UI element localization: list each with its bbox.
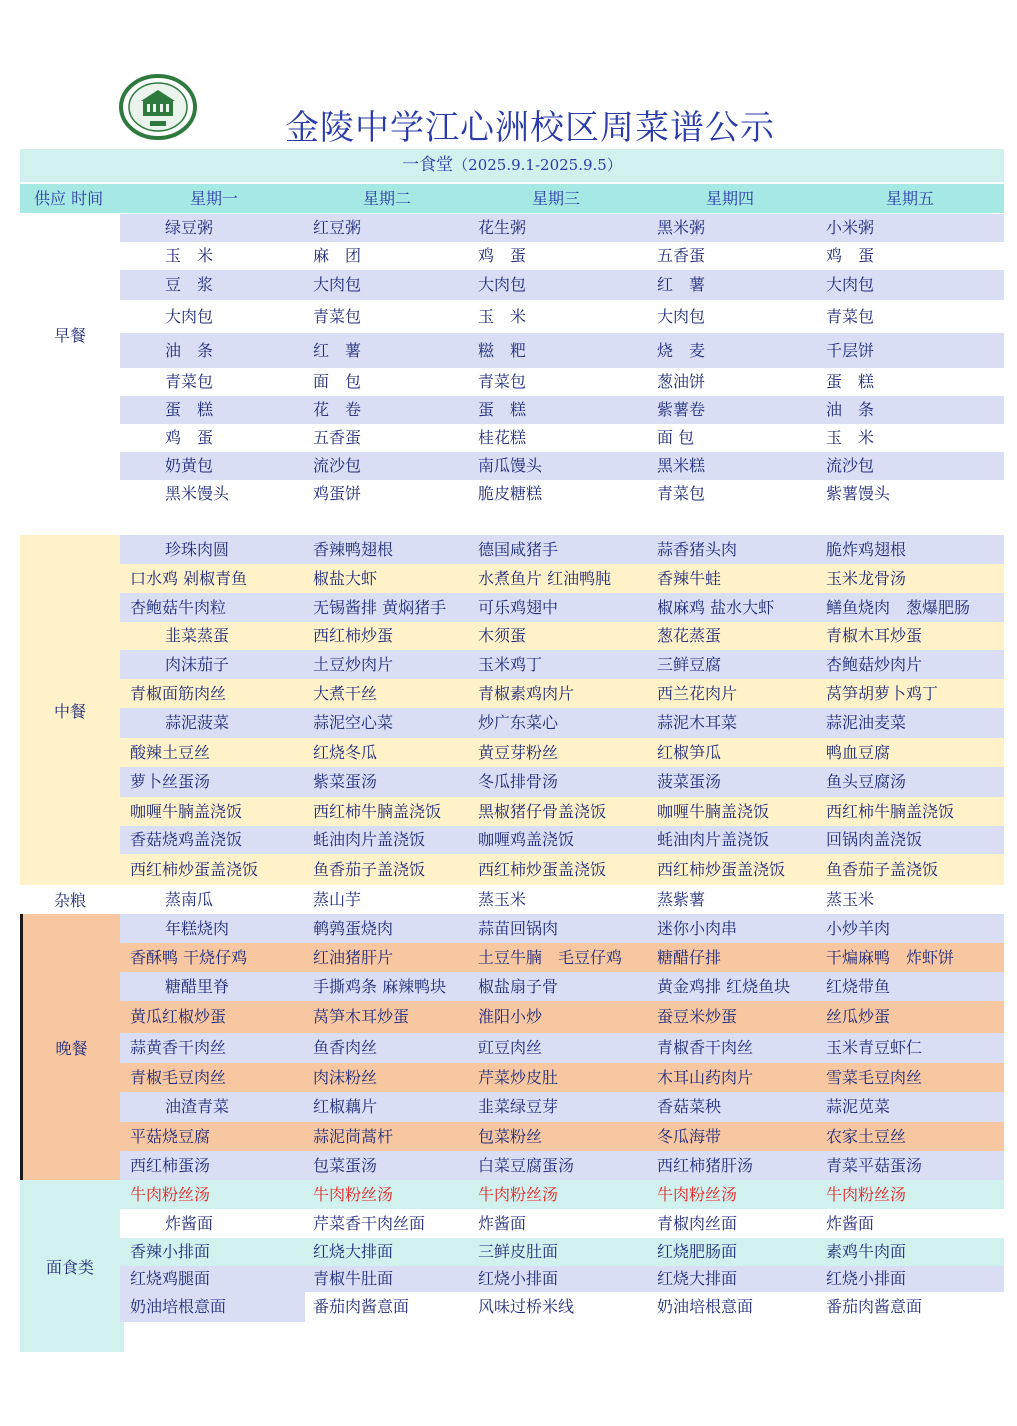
menu-item: 红烧鸡腿面 [130,1269,211,1288]
menu-item: 迷你小肉串 [657,919,738,938]
menu-item: 年糕烧肉 [165,919,230,938]
menu-item: 鸭血豆腐 [826,743,891,762]
menu-item: 油 条 [165,341,214,360]
menu-item: 芹菜香干肉丝面 [313,1214,426,1233]
menu-item: 香酥鸭 干烧仔鸡 [130,948,248,967]
menu-item: 木耳山药肉片 [657,1068,754,1087]
noodle-section-filler [20,1322,124,1352]
menu-item: 手撕鸡条 麻辣鸭块 [313,977,447,996]
menu-item: 青菜平菇蛋汤 [826,1156,923,1175]
menu-item: 葱油饼 [657,372,706,391]
menu-item: 杏鲍菇炒肉片 [826,655,923,674]
menu-item: 牛肉粉丝汤 [130,1185,211,1204]
menu-item: 红烧小排面 [826,1269,907,1288]
menu-item: 香辣鸭翅根 [313,540,394,559]
menu-item: 脆皮糖糕 [478,484,543,503]
menu-item: 蛋 糕 [478,400,527,419]
menu-item: 青椒牛肚面 [313,1269,394,1288]
menu-item: 奶黄包 [165,456,214,475]
menu-item: 番茄肉酱意面 [313,1297,410,1316]
menu-item: 蒜泥茼蒿杆 [313,1127,394,1146]
menu-item: 丝瓜炒蛋 [826,1007,891,1026]
menu-row [120,480,1004,508]
school-logo [119,74,197,140]
menu-item: 蒜泥木耳菜 [657,713,738,732]
menu-item: 玉米鸡丁 [478,655,543,674]
canteen-date-banner [20,149,1004,182]
menu-item: 大肉包 [165,307,214,326]
menu-item: 咖喱鸡盖浇饭 [478,830,575,849]
menu-item: 芹菜炒皮肚 [478,1068,559,1087]
menu-row [120,1180,1004,1209]
menu-item: 黑椒猪仔骨盖浇饭 [478,802,607,821]
menu-item: 青椒面筋肉丝 [130,684,227,703]
menu-item: 珍珠肉圆 [165,540,230,559]
menu-item: 千层饼 [826,341,875,360]
menu-item: 牛肉粉丝汤 [657,1185,738,1204]
menu-row [120,738,1004,767]
menu-item: 烧 麦 [657,341,706,360]
time-column-header: 供应 时间 [34,189,104,208]
menu-item: 玉 米 [165,246,214,265]
menu-item: 农家土豆丝 [826,1127,907,1146]
menu-item: 西兰花肉片 [657,684,738,703]
menu-item: 大肉包 [313,275,362,294]
canteen-name: 一食堂 [402,155,454,175]
menu-item: 蒸玉米 [826,890,875,909]
menu-item: 西红柿蛋汤 [130,1156,211,1175]
menu-item: 西红柿炒蛋盖浇饭 [478,860,607,879]
menu-item: 鸡 蛋 [478,246,527,265]
menu-item: 西红柿牛腩盖浇饭 [826,802,955,821]
menu-item: 无锡酱排 黄焖猪手 [313,598,447,617]
menu-item: 豆 浆 [165,275,214,294]
menu-item: 椒麻鸡 盐水大虾 [657,598,775,617]
menu-item: 西红柿牛腩盖浇饭 [313,802,442,821]
menu-item: 蛋 糕 [165,400,214,419]
menu-item: 小米粥 [826,218,875,237]
menu-row [120,826,1004,854]
menu-row [120,767,1004,797]
menu-item: 蒸玉米 [478,890,527,909]
menu-item: 黑米馒头 [165,484,230,503]
menu-item: 蒜黄香干肉丝 [130,1038,227,1057]
menu-item: 红 薯 [657,275,706,294]
menu-row [120,1033,1004,1063]
menu-row [120,593,1004,622]
day-header-fri: 星期五 [886,189,935,208]
menu-item: 桂花糕 [478,428,527,447]
meal-label: 杂粮 [20,885,120,914]
menu-row [120,885,1004,914]
menu-item: 糖醋里脊 [165,977,230,996]
menu-item: 青椒木耳炒蛋 [826,626,923,645]
menu-item: 炸酱面 [478,1214,527,1233]
menu-item: 蒸南瓜 [165,890,214,909]
menu-item: 鹌鹑蛋烧肉 [313,919,394,938]
menu-item: 蚕豆米炒蛋 [657,1007,738,1026]
menu-item: 干煸麻鸭 炸虾饼 [826,948,955,967]
menu-item: 蒜香猪头肉 [657,540,738,559]
menu-item: 西红柿炒蛋盖浇饭 [130,860,259,879]
menu-row [120,622,1004,650]
menu-item: 油渣青菜 [165,1097,230,1116]
menu-item: 肉沫茄子 [165,655,230,674]
date-range: （2025.9.1-2025.9.5） [453,156,622,174]
menu-row [120,270,1004,300]
menu-item: 鱼香茄子盖浇饭 [313,860,426,879]
menu-item: 红烧肥肠面 [657,1242,738,1261]
menu-item: 葱花蒸蛋 [657,626,722,645]
menu-item: 可乐鸡翅中 [478,598,559,617]
menu-item: 红豆粥 [313,218,362,237]
menu-item: 大肉包 [657,307,706,326]
menu-row [120,300,1004,333]
menu-item: 红 薯 [313,341,362,360]
menu-item: 流沙包 [313,456,362,475]
menu-item: 香菇烧鸡盖浇饭 [130,830,243,849]
menu-item: 西红柿猪肝汤 [657,1156,754,1175]
menu-item: 流沙包 [826,456,875,475]
menu-row [120,1238,1004,1266]
day-header-tue: 星期二 [363,189,412,208]
menu-row [120,1001,1004,1033]
menu-item: 青椒毛豆肉丝 [130,1068,227,1087]
menu-row [120,214,1004,242]
menu-row [120,943,1004,972]
menu-item: 南瓜馒头 [478,456,543,475]
menu-row [120,972,1004,1001]
menu-item: 香辣小排面 [130,1242,211,1261]
menu-item: 花 卷 [313,400,362,419]
menu-item: 素鸡牛肉面 [826,1242,907,1261]
menu-item: 炒广东菜心 [478,713,559,732]
menu-item: 冬瓜排骨汤 [478,772,559,791]
menu-item: 豇豆肉丝 [478,1038,543,1057]
menu-item: 鱼香肉丝 [313,1038,378,1057]
menu-item: 风味过桥米线 [478,1297,575,1316]
menu-item: 青菜包 [165,372,214,391]
menu-row [120,242,1004,270]
menu-item: 蒸紫薯 [657,890,706,909]
menu-item: 土豆牛腩 毛豆仔鸡 [478,948,623,967]
menu-item: 黑米粥 [657,218,706,237]
menu-item: 木须蛋 [478,626,527,645]
menu-item: 黑米糕 [657,456,706,475]
menu-item: 蒜泥苋菜 [826,1097,891,1116]
menu-item: 红油猪肝片 [313,948,394,967]
meal-label: 中餐 [20,535,120,885]
menu-item: 紫菜蛋汤 [313,772,378,791]
menu-item: 黄金鸡排 红烧鱼块 [657,977,791,996]
menu-row [120,854,1004,885]
menu-row [120,708,1004,738]
menu-item: 红烧小排面 [478,1269,559,1288]
menu-item: 雪菜毛豆肉丝 [826,1068,923,1087]
menu-item: 西红柿炒蛋 [313,626,394,645]
menu-item: 西红柿炒蛋盖浇饭 [657,860,786,879]
menu-item: 酸辣土豆丝 [130,743,211,762]
menu-item: 三鲜豆腐 [657,655,722,674]
menu-item: 鸡蛋饼 [313,484,362,503]
menu-item: 奶油培根意面 [657,1297,754,1316]
menu-row [120,650,1004,679]
menu-item: 黄瓜红椒炒蛋 [130,1007,227,1026]
menu-item: 红椒藕片 [313,1097,378,1116]
menu-item: 蒸山芋 [313,890,362,909]
menu-item: 杏鲍菇牛肉粒 [130,598,227,617]
meal-label: 面食类 [20,1180,120,1352]
menu-item: 鳝鱼烧肉 葱爆肥肠 [826,598,971,617]
menu-item: 青菜包 [657,484,706,503]
menu-item: 炸酱面 [826,1214,875,1233]
menu-item: 蒜泥空心菜 [313,713,394,732]
menu-item: 红烧冬瓜 [313,743,378,762]
menu-item: 冬瓜海带 [657,1127,722,1146]
menu-item: 蚝油肉片盖浇饭 [313,830,426,849]
day-header-mon: 星期一 [190,189,239,208]
menu-item: 平菇烧豆腐 [130,1127,211,1146]
menu-row [120,333,1004,368]
menu-item: 韭菜蒸蛋 [165,626,230,645]
menu-item: 淮阳小炒 [478,1007,543,1026]
menu-item: 红椒笋瓜 [657,743,722,762]
menu-item: 蒜泥油麦菜 [826,713,907,732]
meal-label: 晚餐 [20,914,120,1180]
menu-item: 香菇菜秧 [657,1097,722,1116]
menu-item: 糖醋仔排 [657,948,722,967]
day-header-thu: 星期四 [706,189,755,208]
menu-item: 黄豆芽粉丝 [478,743,559,762]
menu-item: 包菜蛋汤 [313,1156,378,1175]
menu-item: 青椒素鸡肉片 [478,684,575,703]
menu-item: 蛋 糕 [826,372,875,391]
menu-item: 油 条 [826,400,875,419]
menu-item: 面 包 [313,372,362,391]
menu-item: 红烧大排面 [313,1242,394,1261]
menu-item: 蒜泥菠菜 [165,713,230,732]
menu-item: 青椒肉丝面 [657,1214,738,1233]
menu-item: 三鲜皮肚面 [478,1242,559,1261]
menu-item: 白菜豆腐蛋汤 [478,1156,575,1175]
menu-item: 莴笋胡萝卜鸡丁 [826,684,939,703]
menu-item: 菠菜蛋汤 [657,772,722,791]
menu-item: 玉米龙骨汤 [826,569,907,588]
menu-item: 奶油培根意面 [130,1297,227,1316]
menu-item: 玉 米 [826,428,875,447]
menu-item: 鸡 蛋 [165,428,214,447]
menu-row [120,797,1004,826]
menu-item: 花生粥 [478,218,527,237]
meal-label: 早餐 [20,214,120,454]
menu-item: 脆炸鸡翅根 [826,540,907,559]
menu-row [120,1122,1004,1151]
menu-item: 椒盐扇子骨 [478,977,559,996]
menu-item: 肉沫粉丝 [313,1068,378,1087]
menu-item: 鱼香茄子盖浇饭 [826,860,939,879]
menu-item: 回锅肉盖浇饭 [826,830,923,849]
day-header-wed: 星期三 [532,189,581,208]
menu-item: 咖喱牛腩盖浇饭 [657,802,770,821]
menu-item: 五香蛋 [313,428,362,447]
menu-item: 红烧大排面 [657,1269,738,1288]
menu-row [120,1209,1004,1238]
menu-row [120,564,1004,593]
menu-item: 玉 米 [478,307,527,326]
menu-item: 蒜苗回锅肉 [478,919,559,938]
menu-item: 五香蛋 [657,246,706,265]
menu-row [120,1292,1004,1322]
menu-row [120,452,1004,480]
menu-item: 大肉包 [826,275,875,294]
menu-row [120,1151,1004,1180]
menu-item: 糍 粑 [478,341,527,360]
menu-item: 青菜包 [478,372,527,391]
menu-item: 大煮干丝 [313,684,378,703]
menu-item: 德国咸猪手 [478,540,559,559]
menu-item: 绿豆粥 [165,218,214,237]
menu-item: 面 包 [657,428,695,447]
menu-item: 大肉包 [478,275,527,294]
menu-item: 包菜粉丝 [478,1127,543,1146]
menu-item: 蚝油肉片盖浇饭 [657,830,770,849]
menu-item: 番茄肉酱意面 [826,1297,923,1316]
menu-item: 咖喱牛腩盖浇饭 [130,802,243,821]
menu-item: 椒盐大虾 [313,569,378,588]
menu-item: 青菜包 [826,307,875,326]
menu-item: 水煮鱼片 红油鸭肫 [478,569,612,588]
menu-row [120,368,1004,396]
menu-row [120,396,1004,424]
menu-item: 红烧带鱼 [826,977,891,996]
menu-row [120,535,1004,564]
menu-item: 口水鸡 剁椒青鱼 [130,569,248,588]
menu-item: 土豆炒肉片 [313,655,394,674]
menu-item: 韭菜绿豆芽 [478,1097,559,1116]
menu-item: 莴笋木耳炒蛋 [313,1007,410,1026]
menu-item: 鱼头豆腐汤 [826,772,907,791]
menu-item: 萝卜丝蛋汤 [130,772,211,791]
page-title: 金陵中学江心洲校区周菜谱公示 [285,108,775,148]
menu-item: 牛肉粉丝汤 [826,1185,907,1204]
menu-row [120,1266,1004,1292]
menu-item: 紫薯馒头 [826,484,891,503]
menu-item: 炸酱面 [165,1214,214,1233]
menu-item: 麻 团 [313,246,362,265]
menu-item: 牛肉粉丝汤 [478,1185,559,1204]
table-header [20,184,1004,213]
menu-row [120,424,1004,452]
menu-row [120,679,1004,708]
menu-item: 紫薯卷 [657,400,706,419]
menu-row [120,914,1004,943]
menu-item: 牛肉粉丝汤 [313,1185,394,1204]
menu-row [120,1063,1004,1092]
menu-item: 青椒香干肉丝 [657,1038,754,1057]
menu-item: 鸡 蛋 [826,246,875,265]
menu-item: 青菜包 [313,307,362,326]
menu-item: 小炒羊肉 [826,919,891,938]
menu-item: 玉米青豆虾仁 [826,1038,923,1057]
menu-row [120,1092,1004,1122]
menu-item: 香辣牛蛙 [657,569,722,588]
